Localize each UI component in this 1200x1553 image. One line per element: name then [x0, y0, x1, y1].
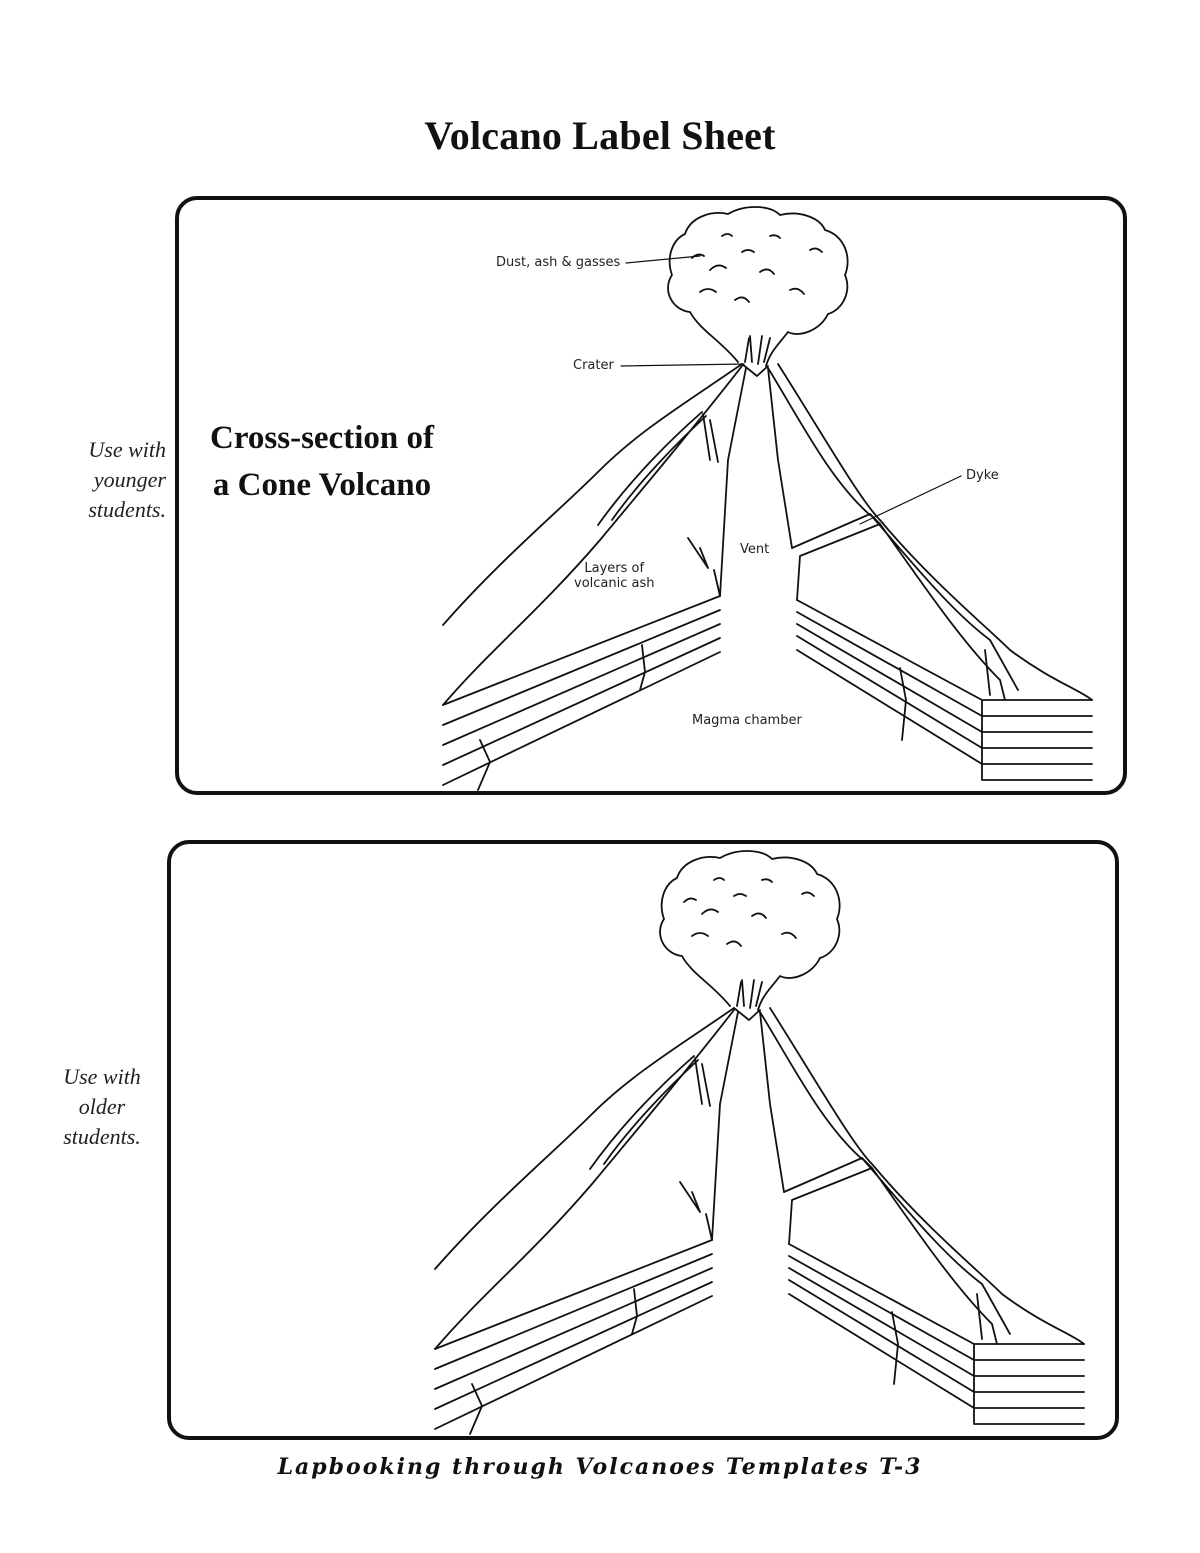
- page-title: Volcano Label Sheet: [424, 113, 776, 158]
- label-layers-line2: volcanic ash: [574, 576, 655, 591]
- label-magma-chamber: Magma chamber: [692, 713, 802, 728]
- label-layers-line1: Layers of: [584, 561, 645, 576]
- label-vent: Vent: [740, 542, 770, 557]
- panel-heading: Cross-section of a Cone Volcano: [210, 420, 434, 503]
- page-footer: Lapbooking through Volcanoes Templates T-3: [277, 1454, 923, 1480]
- label-dyke: Dyke: [966, 468, 999, 483]
- label-dust-ash-gasses: Dust, ash & gasses: [496, 255, 621, 270]
- label-crater: Crater: [573, 358, 614, 373]
- side-note-younger: Use with younger students.: [88, 437, 166, 522]
- side-note-older: Use with older students.: [63, 1064, 141, 1149]
